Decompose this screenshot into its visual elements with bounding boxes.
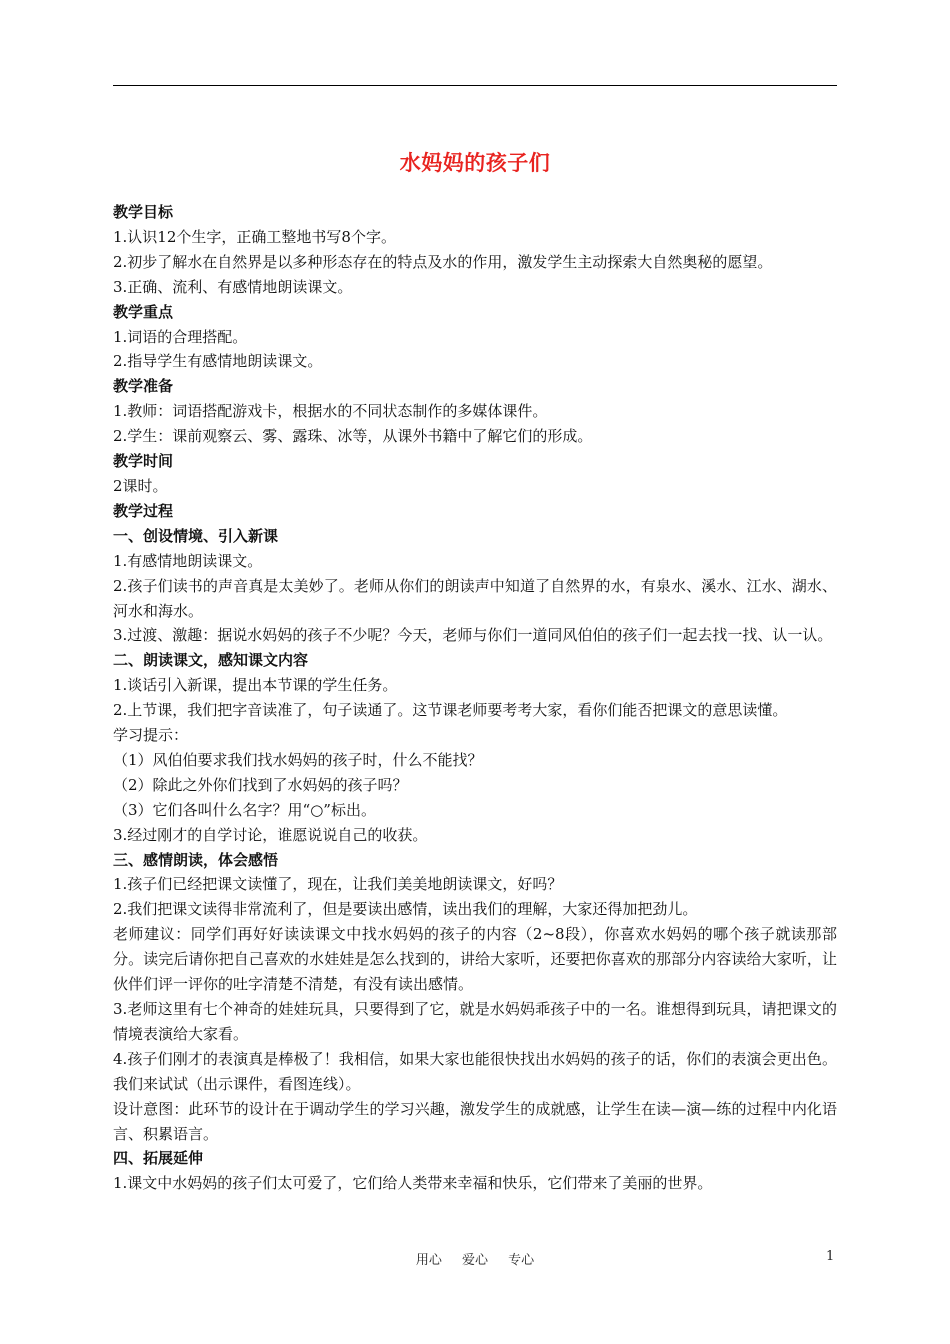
section-heading: 教学目标 — [113, 203, 174, 221]
body-line: 4.孩子们刚才的表演真是棒极了！我相信，如果大家也能很快找出水妈妈的孩子的话，你们的表演会更出色。我们来试试（出示课件，看图连线）。 — [113, 1049, 837, 1093]
body-line: 1.认识12个生字，正确工整地书写8个字。 — [113, 227, 396, 246]
body-line: 1.教师：词语搭配游戏卡，根据水的不同状态制作的多媒体课件。 — [113, 402, 548, 421]
body-line: 2.指导学生有感情地朗读课文。 — [113, 352, 323, 371]
body-line: 2.初步了解水在自然界是以多种形态存在的特点及水的作用，激发学生主动探索大自然奥秘的愿望。 — [113, 252, 773, 271]
document-body — [113, 200, 837, 1196]
body-line: 1.有感情地朗读课文。 — [113, 551, 263, 570]
body-line: （2）除此之外你们找到了水妈妈的孩子吗？ — [113, 775, 408, 794]
section-heading: 教学时间 — [113, 452, 174, 471]
document-title: 水妈妈的孩子们 — [399, 150, 551, 175]
footer-word-3: 专心 — [508, 1253, 535, 1268]
body-line: 2.上节课，我们把字音读准了，句子读通了。这节课老师要考考大家，看你们能否把课文的意思读懂。 — [113, 701, 788, 720]
section-heading: 教学过程 — [113, 501, 174, 520]
body-line: （3）它们各叫什么名字？用“○”标出。 — [113, 800, 376, 819]
section-heading: 教学重点 — [113, 302, 174, 321]
body-line: 3.老师这里有七个神奇的娃娃玩具，只要得到了它，就是水妈妈乖孩子中的一名。谁想得到玩具，请把课文的情境表演给大家看。 — [113, 1000, 837, 1043]
body-line: 2.孩子们读书的声音真是太美妙了。老师从你们的朗读声中知道了自然界的水，有泉水、溪水、江水、湖水、河水和海水。 — [113, 576, 837, 620]
body-line: 1.谈话引入新课，提出本节课的学生任务。 — [113, 676, 398, 695]
body-line: 2课时。 — [113, 476, 168, 495]
body-line: 设计意图：此环节的设计在于调动学生的学习兴趣，激发学生的成就感，让学生在读—演—练的过程中内化语言、积累语言。 — [113, 1099, 837, 1143]
body-line: （1）风伯伯要求我们找水妈妈的孩子时，什么不能找？ — [113, 750, 483, 769]
body-line: 3.正确、流利、有感情地朗读课文。 — [113, 277, 353, 296]
body-line: 2.我们把课文读得非常流利了，但是要读出感情，读出我们的理解，大家还得加把劲儿。 — [113, 900, 698, 919]
section-heading: 二、朗读课文，感知课文内容 — [113, 651, 309, 670]
body-line: 1.孩子们已经把课文读懂了，现在，让我们美美地朗读课文，好吗？ — [113, 875, 563, 894]
body-line: 1.词语的合理搭配。 — [113, 327, 248, 346]
header-rule — [113, 85, 837, 86]
section-heading: 三、感情朗读，体会感悟 — [113, 850, 279, 869]
section-heading: 教学准备 — [113, 377, 174, 396]
body-line: 3.过渡、激趣：据说水妈妈的孩子不少呢？今天，老师与你们一道同风伯伯的孩子们一起去找一找、认一认。 — [113, 626, 833, 645]
body-line: 3.经过刚才的自学讨论，谁愿说说自己的收获。 — [113, 825, 428, 844]
body-line: 学习提示： — [113, 726, 189, 745]
page-number: 1 — [826, 1249, 835, 1264]
footer-word-2: 爱心 — [461, 1253, 488, 1268]
body-line: 老师建议：同学们再好好读读课文中找水妈妈的孩子的内容（2~8段），你喜欢水妈妈的哪个孩子就读那部分。读完后请你把自己喜欢的水娃娃是怎么找到的，讲给大家听，还要把你喜欢的那部分内容读给大家听，让伙伴们评一评你的吐字清楚不清楚，有没有读出感情。 — [113, 925, 837, 994]
footer-word-1: 用心 — [415, 1253, 442, 1268]
body-line: 1.课文中水妈妈的孩子们太可爱了，它们给人类带来幸福和快乐，它们带来了美丽的世界。 — [113, 1174, 713, 1193]
section-heading: 四、拓展延伸 — [113, 1149, 204, 1168]
body-line: 2.学生：课前观察云、雾、露珠、冰等，从课外书籍中了解它们的形成。 — [113, 427, 593, 446]
section-heading: 一、创设情境、引入新课 — [113, 526, 279, 545]
page-footer — [0, 1249, 950, 1268]
